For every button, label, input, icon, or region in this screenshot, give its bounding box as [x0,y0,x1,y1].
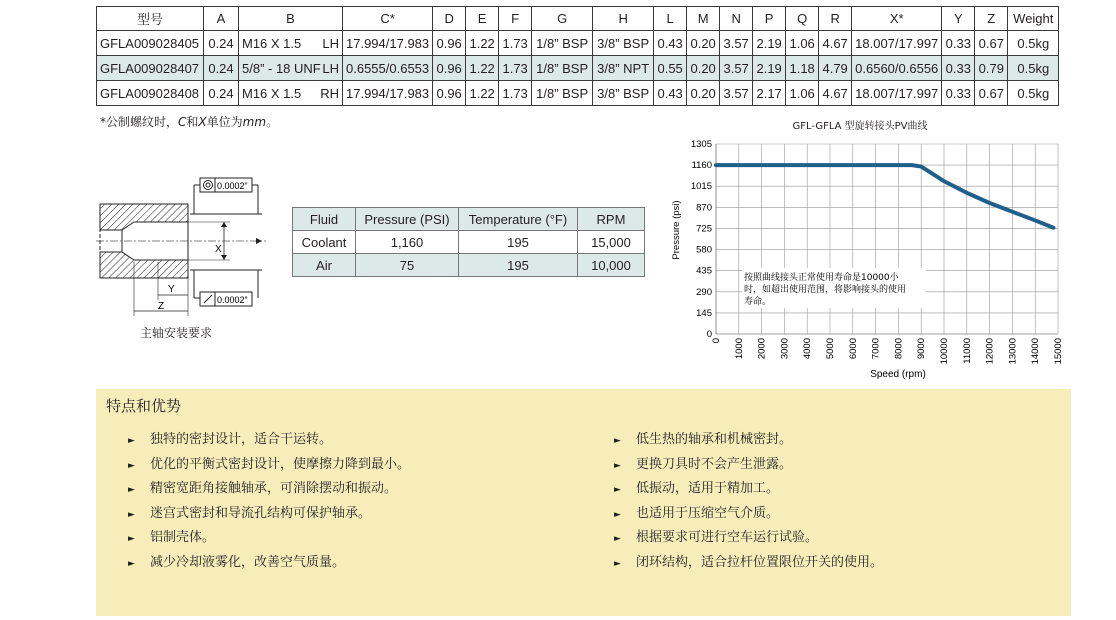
x-tick-label: 15000 [1053,338,1064,365]
bullet-icon: ► [128,534,135,545]
note-x: X [198,115,207,129]
fluid-header-cell: RPM [578,208,645,231]
x-axis-label: Speed (rpm) [870,369,926,380]
tolerance-bottom-value: 0.0002” [217,295,248,305]
x-tick-label: 1000 [733,338,745,360]
feature-text: 也适用于压缩空气介质。 [636,505,780,521]
bullet-icon: ► [128,436,135,446]
feature-item [128,551,345,570]
spec-row [97,56,1059,81]
spec-table [96,6,1059,106]
bullet-icon: ► [128,460,135,471]
x-tick-label: 2000 [756,338,768,360]
thread-size: M16 X 1.5 [242,35,302,51]
dim-x-label: X [215,244,222,255]
cell-f: 1.73 [499,81,532,106]
cell-d: 0.96 [433,31,466,56]
header-cell: F [499,7,532,31]
cell-c: 17.994/17.983 [343,31,433,56]
diagram-caption: 主轴安装要求 [140,326,213,340]
y-tick-label: 290 [696,286,712,298]
note-mid: 单位为 [206,115,243,129]
bullet-icon: ► [614,485,621,496]
cell-n: 3.57 [720,56,753,81]
cell-g: 1/8” BSP [532,31,593,56]
cell-q: 1.06 [786,81,819,106]
header-cell: R [819,7,852,31]
spec-row [97,31,1059,56]
chart-annotation-3: 寿命。 [744,297,772,307]
feature-text: 迷宫式密封和导流孔结构可保护轴承。 [150,505,372,521]
feature-text: 独特的密封设计，适合干运转。 [150,432,333,447]
cell-g: 1/8” BSP [532,56,593,81]
header-cell: Y [942,7,975,31]
bullet-icon: ► [128,559,135,569]
header-cell: H [593,7,654,31]
x-tick-label: 6000 [847,338,859,360]
cell-p: 2.17 [753,81,786,106]
cell-m: 0.20 [687,81,720,106]
metric-note [100,113,278,130]
fluid-header-cell: Fluid [293,208,356,231]
feature-text: 闭环结构，适合拉杆位置限位开关的使用。 [636,555,884,570]
bullet-icon: ► [128,509,135,520]
cell-f: 1.73 [499,31,532,56]
feature-item [614,453,792,472]
header-cell: 型号 [97,7,204,31]
y-tick-label: 1160 [691,160,712,172]
cell-b [239,56,343,81]
spindle-diagram [96,170,276,320]
feature-text: 精密宽距角接触轴承，可消除摆动和振动。 [150,481,398,497]
header-cell: E [466,7,499,31]
model-cell: GFLA009028408 [97,81,204,106]
cell-x: 0.6560/0.6556 [852,56,942,81]
bullet-icon: ► [614,460,621,471]
fluid-cell: 195 [459,254,578,277]
cell-e: 1.22 [466,56,499,81]
x-tick-label: 9000 [916,338,928,360]
note-end: 。 [266,115,279,129]
bullet-icon: ► [614,436,621,446]
cell-p: 2.19 [753,31,786,56]
y-tick-label: 435 [696,265,712,277]
x-axis-ticks [711,338,1064,364]
header-cell: M [687,7,720,31]
cell-q: 1.06 [786,31,819,56]
feature-text: 更换刀具时不会产生泄露。 [636,456,793,472]
cell-h: 3/8” BSP [593,31,654,56]
fluid-cell: 195 [459,231,578,254]
cell-weight: 0.5kg [1008,56,1059,81]
cell-z: 0.67 [975,31,1008,56]
spec-row [97,81,1059,106]
spindle-body [96,204,266,278]
y-tick-label: 0 [706,329,712,340]
fluid-cell: 75 [356,254,459,277]
cell-a: 0.24 [204,81,239,106]
cell-a: 0.24 [204,56,239,81]
x-tick-label: 14000 [1030,338,1042,365]
cell-z: 0.67 [975,81,1008,106]
cell-x: 18.007/17.997 [852,31,942,56]
x-tick-label: 11000 [961,338,973,364]
x-tick-label: 13000 [1007,338,1019,365]
feature-text: 低振动，适用于精加工。 [636,481,780,497]
cell-d: 0.96 [433,56,466,81]
header-cell: Q [786,7,819,31]
feature-item [128,526,215,545]
feature-text: 铝制壳体。 [150,530,216,546]
cell-c: 17.994/17.983 [343,81,433,106]
fluid-cell: 15,000 [578,231,645,254]
feature-item [614,428,792,447]
header-cell: Weight [1008,7,1059,31]
model-cell: GFLA009028405 [97,31,204,56]
x-tick-label: 0 [711,338,722,344]
fluid-header-cell: Temperature (°F) [459,208,578,231]
feature-item [614,526,818,545]
bullet-icon: ► [128,485,135,496]
dim-y-label: Y [168,284,175,295]
y-tick-label: 145 [696,307,712,319]
tolerance-top-value: 0.0002” [217,181,248,191]
fluid-cell: 10,000 [578,254,645,277]
x-tick-label: 10000 [939,338,950,365]
note-and: 和 [186,115,199,129]
thread-hand: LH [322,60,339,76]
cell-n: 3.57 [720,31,753,56]
cell-c: 0.6555/0.6553 [343,56,433,81]
chart-title: GFL-GFLA 型旋转接头PV曲线 [792,121,928,132]
cell-m: 0.20 [687,56,720,81]
fluid-cell: Air [293,254,356,277]
cell-d: 0.96 [433,81,466,106]
dim-z-label: Z [158,301,165,312]
cell-a: 0.24 [204,31,239,56]
header-cell: N [720,7,753,31]
header-cell: Z [975,7,1008,31]
y-tick-label: 870 [696,202,712,214]
bullet-icon: ► [614,509,621,520]
thread-hand: LH [322,35,339,51]
fluid-cell: 1,160 [356,231,459,254]
header-cell: G [532,7,593,31]
feature-item [614,551,883,570]
feature-item [128,453,410,472]
y-tick-label: 1305 [690,139,712,150]
header-cell: P [753,7,786,31]
header-cell: C* [343,7,433,31]
feature-text: 低生热的轴承和机械密封。 [636,432,793,447]
cell-e: 1.22 [466,81,499,106]
fluid-header-row [293,208,645,231]
feature-item [128,428,332,447]
chart-annotation-2: 时，如超出使用范围，将影响接头的使用 [744,285,907,295]
y-tick-label: 725 [696,223,712,235]
feature-item [128,477,397,496]
features-title: 特点和优势 [106,397,182,415]
cell-z: 0.79 [975,56,1008,81]
pv-chart [660,132,1080,382]
spec-header-row [97,7,1059,31]
header-cell: A [204,7,239,31]
cell-h: 3/8” NPT [593,56,654,81]
header-cell: B [239,7,343,31]
cell-m: 0.20 [687,31,720,56]
feature-text: 减少冷却液雾化，改善空气质量。 [150,555,346,570]
feature-item [614,477,779,496]
cell-r: 4.67 [819,81,852,106]
header-cell: D [433,7,466,31]
fluid-table [292,207,645,277]
fluid-header-cell: Pressure (PSI) [356,208,459,231]
cell-b [239,31,343,56]
cell-n: 3.57 [720,81,753,106]
feature-item [614,502,779,521]
x-tick-label: 12000 [984,338,996,365]
cell-r: 4.79 [819,56,852,81]
y-tick-label: 1015 [690,181,712,193]
cell-weight: 0.5kg [1008,31,1059,56]
y-tick-label: 580 [696,244,712,256]
thread-hand: RH [320,85,339,101]
note-c: C [178,115,187,129]
header-cell: X* [852,7,942,31]
cell-l: 0.55 [654,56,687,81]
pressure-series-line [716,165,1053,228]
thread-size: 5/8” - 18 UNF [242,60,321,76]
bullet-icon: ► [614,534,621,545]
note-mm: mm [242,115,267,129]
cell-y: 0.33 [942,81,975,106]
tolerance-top [190,178,262,244]
fluid-row [293,254,645,277]
cell-l: 0.43 [654,81,687,106]
fluid-row [293,231,645,254]
header-cell: L [654,7,687,31]
feature-text: 根据要求可进行空车运行试验。 [636,530,819,546]
model-cell: GFLA009028407 [97,56,204,81]
x-tick-label: 3000 [779,338,791,360]
x-tick-label: 5000 [825,338,836,360]
feature-item [128,502,371,521]
feature-text: 优化的平衡式密封设计，使摩擦力降到最小。 [150,456,411,472]
cell-e: 1.22 [466,31,499,56]
x-tick-label: 4000 [802,338,814,360]
chart-annotation-1: 按照曲线接头正常使用寿命是10000小 [744,273,899,283]
fluid-cell: Coolant [293,231,356,254]
cell-b [239,81,343,106]
cell-x: 18.007/17.997 [852,81,942,106]
cell-q: 1.18 [786,56,819,81]
x-tick-label: 7000 [870,338,882,360]
cell-f: 1.73 [499,56,532,81]
y-axis-ticks [691,139,712,340]
note-prefix: *公制螺纹时， [100,115,179,129]
cell-r: 4.67 [819,31,852,56]
cell-y: 0.33 [942,31,975,56]
cell-p: 2.19 [753,56,786,81]
y-axis-label: Pressure (psi) [671,200,682,260]
cell-l: 0.43 [654,31,687,56]
x-tick-label: 8000 [893,338,905,360]
thread-size: M16 X 1.5 [242,85,302,101]
cell-g: 1/8” BSP [532,81,593,106]
cell-weight: 0.5kg [1008,81,1059,106]
tolerance-bottom [190,270,262,306]
bullet-icon: ► [614,559,621,569]
cell-y: 0.33 [942,56,975,81]
cell-h: 3/8” BSP [593,81,654,106]
